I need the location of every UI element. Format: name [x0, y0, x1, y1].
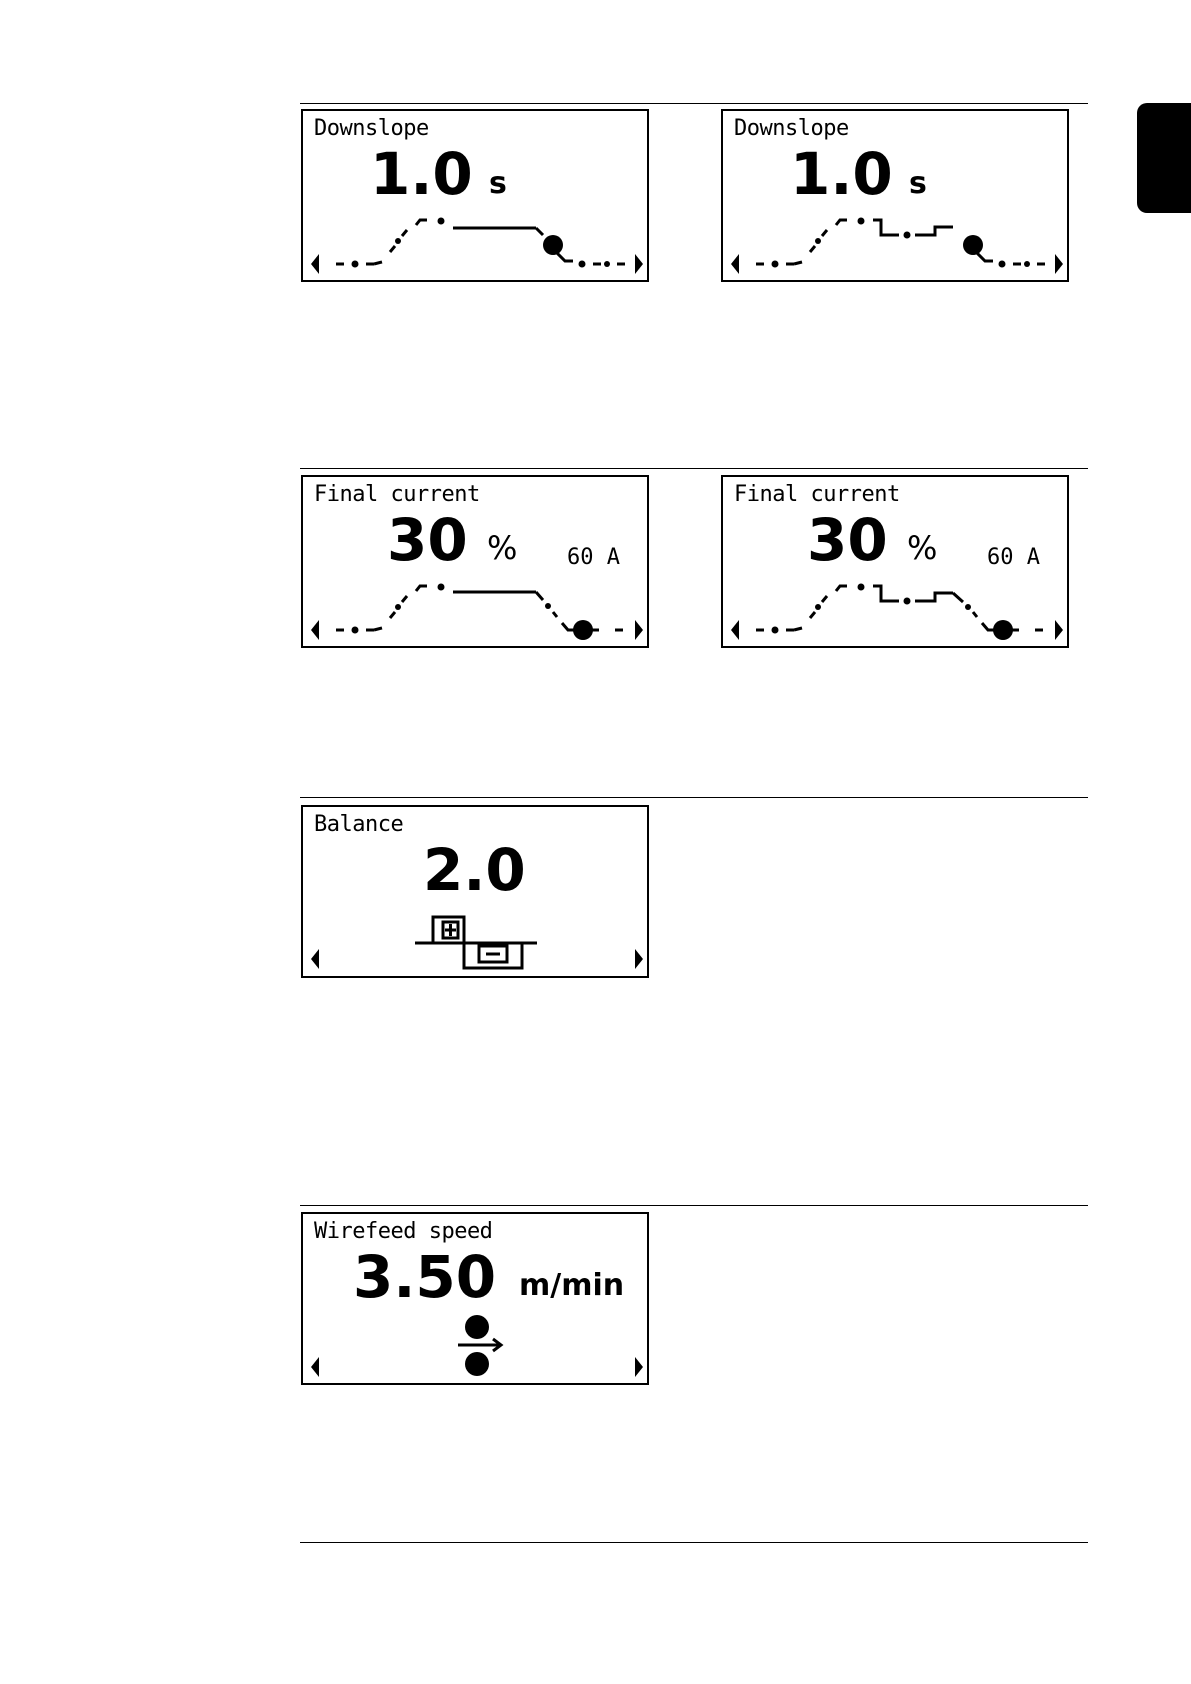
display-unit: s — [489, 166, 507, 201]
display-value: 3.50 — [353, 1243, 497, 1311]
display-value: 1.0 — [370, 140, 473, 208]
display-value: 1.0 — [790, 140, 893, 208]
section-rule — [300, 1542, 1088, 1543]
welding-curve-icon — [723, 477, 1071, 650]
display-unit: % — [487, 529, 518, 567]
arrow-right-icon — [1055, 620, 1063, 640]
section-rule — [300, 468, 1088, 469]
display-amps: 60 A — [567, 545, 620, 570]
balance-wave-icon — [303, 807, 651, 980]
display-unit: m/min — [519, 1268, 625, 1303]
display-title: Downslope — [734, 116, 849, 141]
display-unit: s — [909, 166, 927, 201]
display-title: Final current — [314, 482, 480, 507]
arrow-left-icon — [731, 254, 739, 274]
display-value: 2.0 — [423, 836, 526, 904]
arrow-right-icon — [635, 254, 643, 274]
display-value: 30 — [387, 506, 468, 574]
display-unit: % — [907, 529, 938, 567]
arrow-left-icon — [311, 620, 319, 640]
display-amps: 60 A — [987, 545, 1040, 570]
welding-curve-icon — [723, 111, 1071, 284]
display-title: Wirefeed speed — [314, 1219, 493, 1244]
arrow-left-icon — [311, 1357, 319, 1377]
arrow-right-icon — [635, 620, 643, 640]
lcd-downslope-display — [301, 109, 649, 282]
arrow-left-icon — [731, 620, 739, 640]
welding-curve-icon — [303, 111, 651, 284]
chapter-tab — [1137, 103, 1191, 213]
display-title: Downslope — [314, 116, 429, 141]
display-value: 30 — [807, 506, 888, 574]
arrow-left-icon — [311, 254, 319, 274]
section-rule — [300, 103, 1088, 104]
arrow-right-icon — [635, 1357, 643, 1377]
wirefeed-rollers-icon — [303, 1214, 651, 1387]
lcd-final-current-display — [301, 475, 649, 648]
section-rule — [300, 797, 1088, 798]
lcd-balance-display — [301, 805, 649, 978]
lcd-wirefeed-speed-display — [301, 1212, 649, 1385]
lcd-downslope-display — [721, 109, 1069, 282]
display-title: Balance — [314, 812, 404, 837]
display-title: Final current — [734, 482, 900, 507]
arrow-right-icon — [1055, 254, 1063, 274]
arrow-right-icon — [635, 949, 643, 969]
section-rule — [300, 1205, 1088, 1206]
welding-curve-icon — [303, 477, 651, 650]
arrow-left-icon — [311, 949, 319, 969]
lcd-final-current-display — [721, 475, 1069, 648]
